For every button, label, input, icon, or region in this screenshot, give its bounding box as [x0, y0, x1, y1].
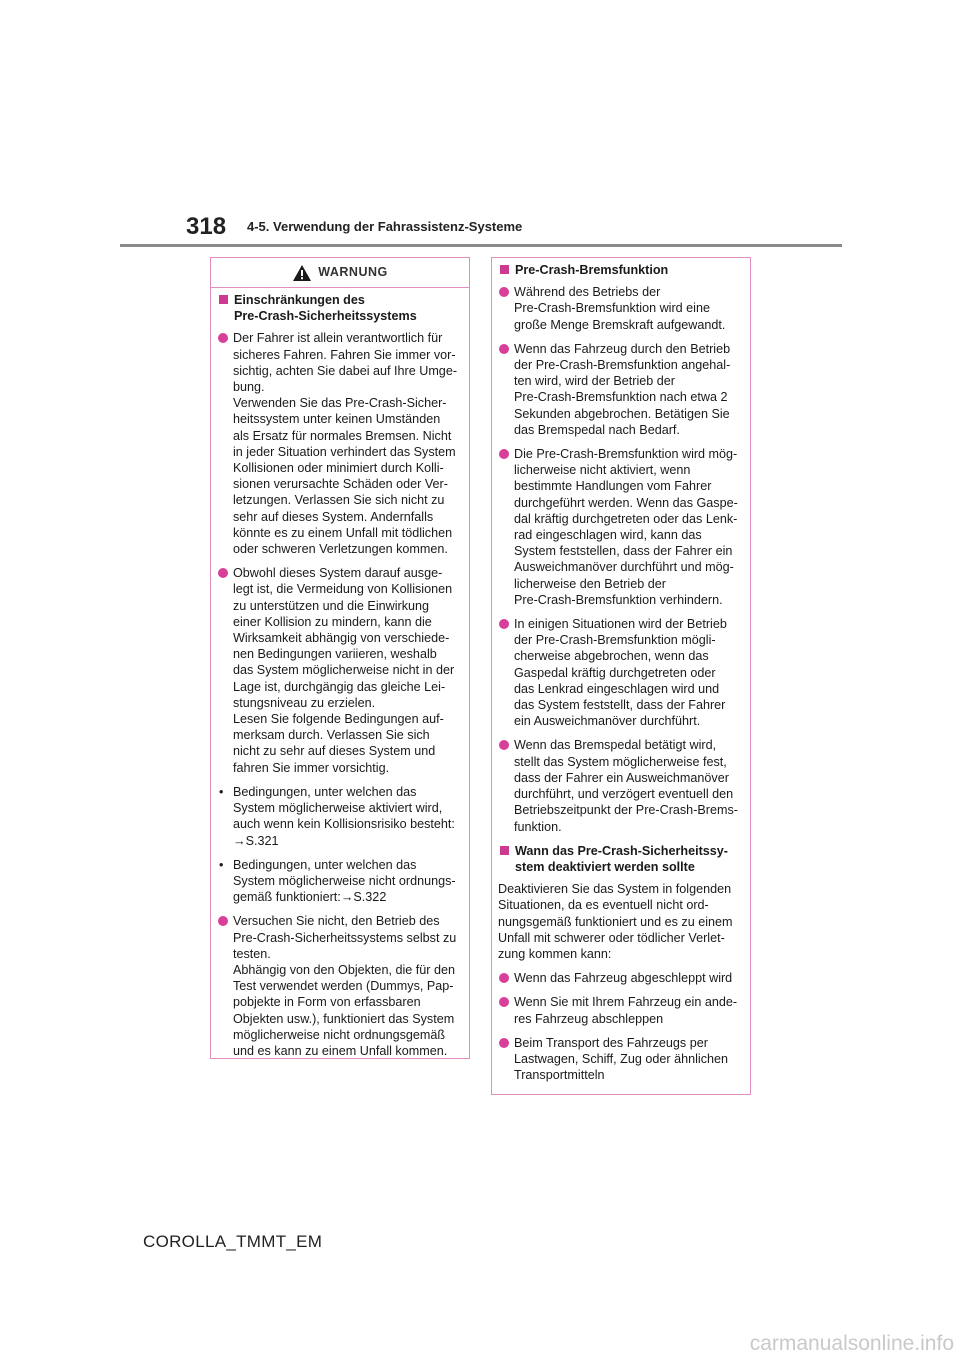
square-bullet-icon	[500, 265, 509, 274]
section-title: 4-5. Verwendung der Fahrassistenz-Systeme	[247, 219, 523, 234]
arrow-right-icon: →	[233, 833, 246, 848]
list-item-text: Beim Transport des Fahrzeugs per Lastwagen, Schiff, Zug oder ähnlichen Transportmitteln	[514, 1035, 729, 1083]
watermark: carmanualsonline.info	[749, 1332, 954, 1355]
list-item	[498, 737, 742, 834]
list-item	[498, 341, 742, 438]
list-item-text: Der Fahrer ist allein verantwortlich für sicheres Fahren. Fahren Sie immer vor- sichtig, achten Sie dabei auf Ihre Umge- bung. Verwenden Sie das Pre-Crash-Sicher- heitssystem unter keinen Umständen als Ersatz für normales Bremsen. Nicht in jeder Situation verhindert das System Kollisionen oder minimiert durch Kolli- sionen verursachte Schäden oder Ver- letzungen. Verlassen Sie sich nicht zu sehr auf dieses System. Andernfalls könnte es zu einem Unfall mit tödlichen oder schweren Verletzungen kommen.	[233, 331, 458, 557]
round-bullet-icon	[499, 973, 509, 983]
heading-text: Einschränkungen des Pre-Crash-Sicherheitssystems	[234, 293, 417, 324]
info-paragraph: Deaktivieren Sie das System in folgenden Situationen, da es eventuell nicht ord- nungsgemäß funktioniert und es zu einem Unfall mit schwerer oder tödlicher Verlet- zung kommen kann:	[498, 882, 733, 961]
list-item-text: Wenn das Fahrzeug durch den Betrieb der Pre-Crash-Bremsfunktion angehal- ten wird, wird der Betrieb der Pre-Crash-Bremsfunktion nach etwa 2 Sekunden abgebrochen. Betätigen Sie das Bremspedal nach Bedarf.	[514, 341, 731, 437]
warning-header	[211, 258, 469, 288]
small-bullet-icon: •	[219, 857, 224, 872]
document-code: COROLLA_TMMT_EM	[143, 1232, 323, 1251]
list-item-text: Versuchen Sie nicht, den Betrieb des Pre-Crash-Sicherheitssystems selbst zu testen. Abhängig von den Objekten, die für den Test verwendet werden (Dummys, Pap- pobjekte in Form von erfassbaren Objekten usw.), funktioniert das System möglicherweise nicht ordnungsgemäß und es kann zu einem Unfall kommen.	[233, 914, 457, 1058]
square-bullet-icon	[500, 846, 509, 855]
list-item-text: Während des Betriebs der Pre-Crash-Bremsfunktion wird eine große Menge Bremskraft aufgewandt.	[514, 285, 726, 332]
warning-content	[211, 288, 469, 1073]
sub-list-item	[217, 857, 461, 906]
sub-list-item	[217, 784, 461, 849]
list-item	[498, 994, 742, 1026]
round-bullet-icon	[499, 997, 509, 1007]
list-item	[498, 446, 742, 608]
sub-item-text: Bedingungen, unter welchen das System möglicherweise aktiviert wird, auch wenn kein Kollisionsrisiko besteht:	[233, 784, 455, 832]
info-heading	[498, 843, 742, 875]
sub-item-text: Bedingungen, unter welchen das System möglicherweise nicht ordnungs- gemäß funktioniert:	[233, 857, 456, 905]
small-bullet-icon: •	[219, 784, 224, 799]
list-item	[217, 913, 461, 1059]
list-item-text: Wenn das Bremspedal betätigt wird, stellt das System möglicherweise fest, dass der Fahrer ein Ausweichmanöver durchführt, und verzögert eventuell den Betriebszeitpunkt der Pre-Crash-Brems- funktion.	[514, 738, 738, 834]
info-box	[491, 257, 751, 1095]
list-item	[498, 616, 742, 729]
page-reference-link[interactable]: S.321	[245, 833, 279, 848]
warning-title: WARNUNG	[318, 265, 388, 280]
round-bullet-icon	[218, 916, 228, 926]
heading-text: Wann das Pre-Crash-Sicherheitssy- stem deaktiviert werden sollte	[515, 843, 728, 874]
warning-box	[210, 257, 470, 1059]
warning-heading	[217, 292, 461, 324]
round-bullet-icon	[499, 740, 509, 750]
square-bullet-icon	[219, 295, 228, 304]
page-reference-link[interactable]: S.322	[353, 890, 387, 905]
list-item-text: Obwohl dieses System darauf ausge- legt ist, die Vermeidung von Kollisionen zu unterstützen und die Einwirkung einer Kollision zu mindern, kann die Wirksamkeit abhängig von verschiede- nen Bedingungen variieren, weshalb das System möglicherweise nicht in der Lage ist, durchgängig das gleiche Lei- stungsniveau zu erzielen. Lesen Sie folgende Bedingungen auf- merksam durch. Verlassen Sie sich nicht zu sehr auf dieses System und fahren Sie immer vorsichtig.	[233, 566, 455, 775]
arrow-right-icon: →	[340, 890, 354, 905]
list-item	[498, 970, 742, 986]
list-item	[217, 330, 461, 557]
list-item	[498, 284, 742, 333]
round-bullet-icon	[218, 568, 228, 578]
page-number: 318	[186, 213, 227, 240]
list-item	[498, 1035, 742, 1084]
round-bullet-icon	[499, 449, 509, 459]
info-heading	[498, 262, 742, 278]
round-bullet-icon	[218, 333, 228, 343]
list-item-text: Wenn Sie mit Ihrem Fahrzeug ein ande- res Fahrzeug abschleppen	[514, 995, 738, 1026]
round-bullet-icon	[499, 1038, 509, 1048]
list-item	[217, 565, 461, 776]
round-bullet-icon	[499, 619, 509, 629]
heading-text: Pre-Crash-Bremsfunktion	[515, 263, 669, 277]
round-bullet-icon	[499, 287, 509, 297]
round-bullet-icon	[499, 344, 509, 354]
list-item-text: Die Pre-Crash-Bremsfunktion wird mög- licherweise nicht aktiviert, wenn bestimmte Handlungen vom Fahrer durchgeführt werden. Wenn das Gaspe- dal kräftig durchgetreten oder das Lenk- rad eingeschlagen wird, kann das System feststellen, dass der Fahrer ein Ausweichmanöver durchführt und mög- licherweise den Betrieb der Pre-Crash-Bremsfunktion verhindern.	[514, 447, 738, 607]
header-rule	[120, 244, 842, 247]
warning-triangle-icon	[292, 264, 312, 282]
list-item-text: Wenn das Fahrzeug abgeschleppt wird	[514, 971, 733, 986]
list-item-text: In einigen Situationen wird der Betrieb der Pre-Crash-Bremsfunktion mögli- cherweise abgebrochen, wenn das Gaspedal kräftig durchgetreten oder das Lenkrad eingeschlagen wird und das System feststellt, dass der Fahrer ein Ausweichmanöver durchführt.	[514, 617, 727, 729]
